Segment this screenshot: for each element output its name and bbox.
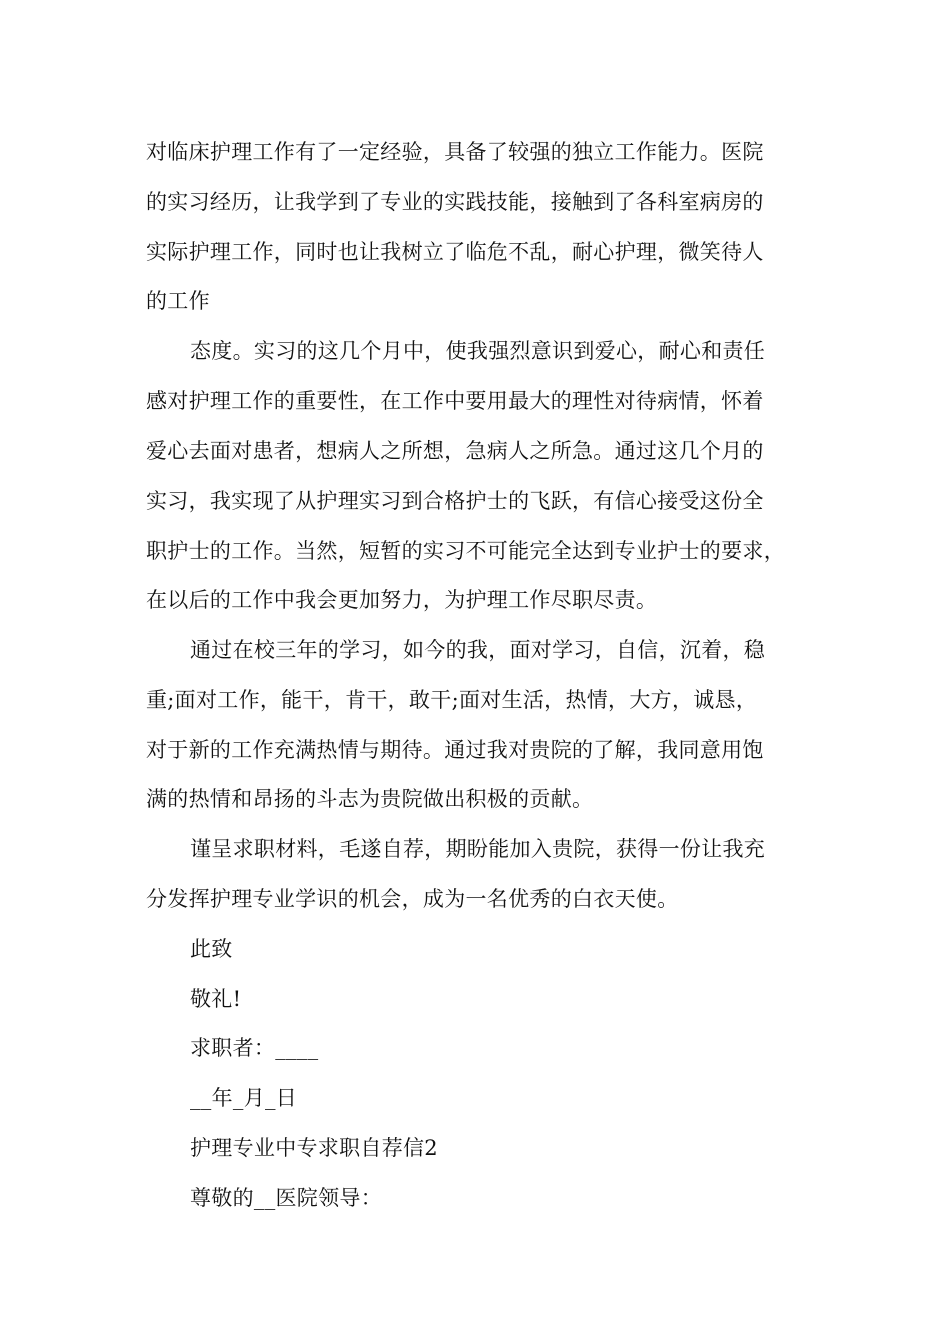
paragraph-line: 谨呈求职材料，毛遂自荐，期盼能加入贵院，获得一份让我充	[190, 837, 766, 861]
date-line: __年_月_日	[190, 1086, 298, 1110]
paragraph-line: 对于新的工作充满热情与期待。通过我对贵院的了解，我同意用饱	[146, 738, 764, 762]
letter-greeting: 尊敬的__医院领导：	[190, 1186, 382, 1210]
paragraph-line: 爱心去面对患者，想病人之所想，急病人之所急。通过这几个月的	[146, 439, 764, 463]
paragraph-line: 态度。实习的这几个月中，使我强烈意识到爱心，耐心和责任	[190, 339, 766, 363]
paragraph-line: 重;面对工作，能干，肯干，敢干;面对生活，热情，大方，诚恳，	[146, 688, 758, 712]
closing-regards: 敬礼!	[190, 987, 242, 1011]
paragraph-line: 满的热情和昂扬的斗志为贵院做出积极的贡献。	[146, 787, 594, 811]
paragraph-line: 的实习经历，让我学到了专业的实践技能，接触到了各科室病房的	[146, 190, 764, 214]
paragraph-line: 实习，我实现了从护理实习到合格护士的飞跃，有信心接受这份全	[146, 489, 764, 513]
applicant-signature-line: 求职者：____	[190, 1036, 319, 1060]
paragraph-line: 对临床护理工作有了一定经验，具备了较强的独立工作能力。医院	[146, 140, 764, 164]
closing-salutation: 此致	[190, 937, 233, 961]
section-title: 护理专业中专求职自荐信2	[190, 1136, 438, 1160]
paragraph-line: 感对护理工作的重要性，在工作中要用最大的理性对待病情，怀着	[146, 389, 764, 413]
paragraph-line: 通过在校三年的学习，如今的我，面对学习，自信，沉着，稳	[190, 638, 766, 662]
paragraph-line: 在以后的工作中我会更加努力，为护理工作尽职尽责。	[146, 588, 658, 612]
paragraph-line: 职护士的工作。当然，短暂的实习不可能完全达到专业护士的要求，	[146, 539, 785, 563]
paragraph-line: 的工作	[146, 289, 210, 313]
paragraph-line: 分发挥护理专业学识的机会，成为一名优秀的白衣天使。	[146, 887, 679, 911]
paragraph-line: 实际护理工作，同时也让我树立了临危不乱，耐心护理，微笑待人	[146, 240, 764, 264]
